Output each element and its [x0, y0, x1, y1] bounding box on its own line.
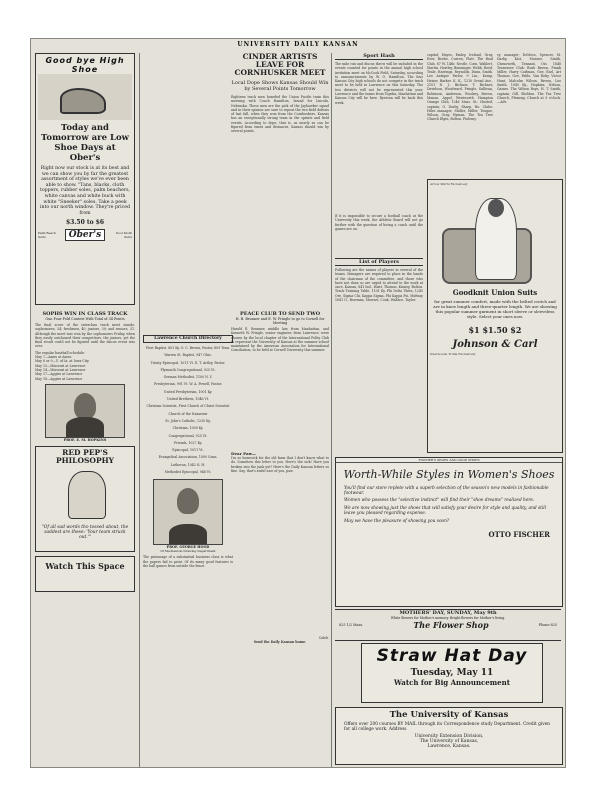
flower-footer: [335, 620, 561, 630]
hopkins-caption: PROF. E. M. HOPKINS: [63, 437, 107, 442]
straw-hat-sub: Watch for Big Announcement: [394, 678, 510, 687]
church-entry: Episcopal, 1011 Vt.: [172, 448, 204, 453]
university-address-1: University Extension Division,: [414, 734, 484, 739]
schedule-item: May 7—Ames at Ames.: [35, 355, 73, 360]
university-ad: [335, 707, 563, 765]
church-entry: First Baptist, 801 Ky. O. C. Brown, Pastor, 809 Tenn.: [145, 346, 231, 350]
goodknit-name: Goodknit Union Suits: [452, 288, 538, 298]
church-entry: Warren St. Baptist, 947 Ohio.: [164, 353, 212, 358]
church-entry: United Presbyterian, 1001 Ky.: [163, 389, 213, 394]
cinder-subhead: Local Dope Shows Kansas Should Win by Several Points Tomorrow: [231, 80, 329, 92]
ad-price: $3.50 to $6: [65, 219, 105, 227]
kool-kloth-logo: Kool Kloth Suits: [116, 231, 132, 240]
sophs-headline: SOPHS WIN IN CLASS TRACK: [42, 311, 128, 317]
fischer-top-label: FISCHER'S SHOES AND GOOD SHOES: [336, 458, 562, 463]
column-2: [143, 53, 233, 767]
cinder-body: Eighteen track men boarded the Union Pacific train this morning with Coach Hamilton, bound for Lincoln, Nebraska. These men are the pick of the Jayhawker squad and in their opinion are sure to repeat the two field defeats of last fall, when they won from the Cornhuskers. Kansas has an exceptionally strong team in the sprints and field events. According to dope, that is, as nearly as can be figured from times and distances, Kansas should win by several points.: [231, 95, 329, 134]
fischer-body-3: We are now showing just the shoes that will satisfy your desire for style and quality, and still leave you pleased regarding expense.: [344, 505, 547, 516]
straw-hat-title: Straw Hat Day: [376, 646, 528, 666]
portrait-face: [177, 488, 199, 514]
masthead: UNIVERSITY DAILY KANSAN: [237, 41, 359, 48]
ad-headline: Today and Tomorrow are Low Shoe Days at Ober's: [41, 123, 129, 163]
shoe-icon: [60, 88, 106, 114]
church-entry: Evangelical Association, 1000 Conn.: [158, 455, 218, 460]
fischer-ad: [335, 457, 563, 607]
red-pep-box: [35, 446, 135, 552]
church-body: The patronage of a substantial business class is what the papers fail to print. Of its many good features is the ball games from outside the fence.: [143, 555, 233, 568]
hood-photo: [153, 479, 223, 545]
university-address-2: The University of Kansas,: [419, 739, 479, 744]
union-suit-icon: [475, 198, 517, 280]
goodknit-illustration: [428, 188, 562, 288]
column-rule: [331, 53, 332, 767]
portrait-torso: [169, 524, 207, 544]
schedule-title: The regular baseball schedule:: [35, 350, 85, 355]
ad-body: Right now our stock is at its best and we can show you by far the greatest assortment of styles we've ever been able to show. "Tans, blacks, cloth toppers, rubber soles, palm beachers, white canvas and white buck with white "Sneeker" soles. Take a peek into our north window. They're priced from: [39, 166, 131, 216]
portrait-face: [74, 393, 96, 419]
cartoon-figure-icon: [68, 471, 106, 519]
university-body: Offers over 200 courses BY MAIL through its Correspondence study Department. Credit given for all college work. Address: [344, 722, 550, 732]
straw-hat-ad: [361, 643, 543, 703]
peace-subhead: H. B. Brunner and E. W. Fringle to go to Cornell for Meeting: [235, 317, 325, 325]
church-entry: Friends, 1027 Ky.: [173, 440, 203, 445]
fischer-body-2: Women who possess the "selective instinct" will find their "shoe dreams" realized here.: [344, 498, 535, 504]
letter-signoff: Caleb.: [318, 636, 329, 640]
letter-body: I'm so homesick for the old farm that I don't know what to do. Somehow this letter to you. Here's the sick! Have you broken into the junk yet? Here's the Daily Kansan letters so fine. Say, that's awful nice of you, paw.: [231, 456, 329, 473]
newspaper-page: [30, 38, 566, 768]
schedule-item: May 17—Aggies at Lawrence: [35, 372, 83, 377]
university-address-3: Lawrence, Kansas.: [427, 744, 471, 749]
cinder-column: [231, 53, 329, 767]
letter-footer: Send the Daily Kansan home.: [253, 640, 307, 645]
flower-phone: Phone 825: [538, 623, 557, 627]
goodknit-bottom-label: Interwoven Trunk Exclusively: [430, 352, 476, 357]
sophs-article: [35, 311, 135, 442]
letter-salutation: Dear Paw—: [231, 451, 257, 456]
church-entry: Presbyterian, 901 Vt. W. A. Powell, Pastor.: [153, 382, 223, 387]
good-bye-high-shoe-ad: [35, 53, 135, 305]
goodknit-top-label: Arrow Shirts Exclusively: [430, 182, 468, 186]
names-body: capital; Hayes, Emley, Ireland, Gray, Ever, Beebe, Curren, Platt. The Real Club, 87 W. 14th: Nestle, Corn, Wahlert, Martin. Hartley, Benninger, Webb, Reed, Teale, Harrings, Reynolds, Dunn, Smith. Lee Antique Parlor, 9 Lin., Kemp, Heiser, Barker. K. K., 1210 Oread Ave., 2101 N. J.: Bichner, T. Bichner, Davidson, Woodward, Pringle, Sullivan, Robinson, Anderson, Woolsey, Brown, Manon, Appel, Wentworth. Hampton Orange Club, 1246 Mass. St.: Husted, captain; O. Darby, Sharp, Ho. Clubs: Hiles manager, Shiller, Miller, Teague, Wilson, Gray, Hyman. The Tea Tree Church Elgin, Bolton, Ptolemy.: [427, 53, 493, 122]
hopkins-photo: [45, 384, 125, 438]
watch-this-space-box: Watch This Space: [35, 556, 135, 592]
shoe-illustration: [38, 74, 132, 120]
goodknit-prices: $1 $1.50 $2: [468, 325, 522, 336]
list-of-players-title: List of Players: [335, 258, 423, 266]
hood-subcaption: Of Mechanical Drawing Department: [160, 549, 216, 554]
team-body: vy, manager; DeMoss, Spencer, M. Darby, Kist, Monroe, Smith, Chenoweth, Tennant, Ozi. 1648 Tennessee Club: Rush Brown, Frank Miller, Harry Carlman, Gee, Earl, Art Thomas, Gee, Pablo, Van Roby, Victor Hunt, Malcolm Wilson, Brown, Leo Smith. 1040 Ky., Hopkins, Nelson, Gaines. The Wilson Boys, H. T. Smith, captain; Gill, Sheldon. The Tea Tree Church, Fleming, Church at 9 o'clock.—Adv.: [497, 53, 561, 105]
church-entry: Trinity Episcopal, 1011 Vt. E. T. Artley, Pastor.: [150, 360, 226, 365]
church-entry: Church of the Nazarene: [168, 411, 208, 416]
schedule-item: May 13—Missouri at Lawrence: [35, 363, 86, 368]
flower-sub: White flowers for Mother's memory. Bright flowers for Mother's living.: [390, 616, 506, 620]
column-rule: [139, 53, 140, 767]
ad-footer: [38, 229, 132, 241]
mothers-day-headline: MOTHERS' DAY, SUNDAY, May 9th: [399, 610, 497, 616]
church-directory: [143, 335, 233, 568]
peace-headline: PEACE CLUB TO SEND TWO: [239, 311, 321, 317]
straw-hat-date: Tuesday, May 11: [410, 668, 494, 678]
good-bye-script: Good bye High Shoe: [45, 56, 125, 74]
sophs-subhead: Gun Four Fold Contest With Total of 34 Points: [45, 317, 125, 321]
red-pep-cartoon: [38, 467, 132, 525]
column-1: [35, 53, 135, 767]
flower-address: 825 1/2 Mass.: [339, 623, 364, 627]
model-head-icon: [488, 199, 504, 217]
church-entry: Plymouth Congregational, 925 Vt.: [160, 367, 216, 372]
players-body: Following are the names of players in several of the teams. Managers are required to place in the hands of the chairman of the committee, and those who have not done so are urged to attend to the work at once. Kansas, 841 Ind., Hiatt, Thomas, Kinney, Bolton. Track Training Table, 1101 Ky. Phi Delta Theta, 1245 Ore. Sigma Chi, Kappa Sigma, Phi Kappa Psi, Midway 1641 O., Bowman, Stewart, Cook, Wallace, Taylor.: [335, 268, 423, 303]
goodknit-body: for great summer comfort, made with the belted crotch and are in knee length and three-quarter length. We are showing this popular summer garment in short sleeve or sleeveless style. Select your ones now.: [433, 299, 557, 320]
flower-shop-ad: [335, 609, 561, 641]
otto-fischer-name: OTTO FISCHER: [488, 530, 550, 540]
church-entry: Christian Scientist, First Church of Christ Scientist: [146, 404, 230, 409]
church-entry: Christian, 1000 Ky.: [172, 426, 204, 431]
obers-logo: Ober's: [65, 229, 105, 241]
fischer-body-4: May we have the pleasure of showing you soon?: [344, 519, 450, 525]
sport-hash-title: Sport Hash: [335, 53, 423, 60]
portrait-torso: [66, 417, 104, 437]
red-pep-title: RED PEP'S PHILOSOPHY: [55, 447, 115, 465]
peace-body: Harold E. Brunner, middle law, from Manhattan, and Kenneth W. Fringle, senior engineer, from Lawrence, were chosen by the local chapter of the International Polity Club to represent the University of Kansas at the summer school maintained by the American Association for International Conciliation, to be held at Cornell University this summer.: [231, 327, 329, 353]
church-entry: Methodist Episcopal, 946 Vt.: [164, 470, 212, 475]
palm-beach-logo: Palm Beach Suits: [38, 231, 56, 240]
johnson-carl-brand: Johnson & Carl: [452, 339, 538, 351]
schedule-item: May 18—Aggies at Lawrence: [35, 376, 83, 381]
schedule-item: May 14—Missouri at Lawrence: [35, 367, 86, 372]
church-entry: United Brethren, 1046 Vt.: [166, 397, 210, 402]
church-entry: St. John's Catholic, 1230 Ky.: [165, 418, 211, 423]
church-entry: Lutheran, 1042 N. H.: [170, 462, 206, 467]
goodknit-ad: [427, 179, 563, 453]
church-entry: Congregational, 925 Vt.: [168, 433, 208, 438]
church-entry: German Methodist, 1100 N. Y.: [163, 375, 213, 380]
sophs-body: The final score of the interclass track meet stands: sophomores, 34; freshmen, 40; juniors, 30; and seniors, 31. Although the meet was won by the sophomores Friday, when they easily outclassed their competitors, the juniors, yet the final result could not be figured until the discus event was over.: [35, 323, 135, 349]
sport-hash-body-2: If it is impossible to secure a football coach at the University this week, the Athletic Board will not go further with the question of hiring a coach until the games are on.: [335, 214, 423, 231]
fischer-headline: Worth-While Styles in Women's Shoes: [343, 468, 555, 481]
hood-caption: PROF. GEORGE HOOD: [166, 545, 210, 550]
sport-hash-body: The mile run and discus throw will be included in the events counted for points in the annual high school invitation meet on McCook Field, Saturday, according to announcements by W. O. Hamilton. The four Kansas City high schools do not compete in the track meet to be held in Lawrence on this Saturday. The two districts will not be represented this year. Lawrence and the teams from Topeka, Manhattan and Kansas City will be here. Ryerson will be back this week.: [335, 62, 423, 105]
fischer-body-1: You'll find our store replete with a superb selection of the season's new models in fashionable footwear.: [344, 486, 549, 497]
university-title: The University of Kansas: [389, 710, 509, 720]
cinder-headline: CINDER ARTISTS LEAVE FOR CORNHUSKER MEET: [234, 53, 326, 77]
red-pep-quote: "Of all sad words tho tossed about, the saddest are these: 'Your team struck out.'": [41, 524, 129, 540]
church-title: Lawrence Church Directory: [143, 335, 233, 343]
schedule-item: May 8 or 9—U. of Ia. at Iowa City: [35, 359, 89, 364]
flower-shop-name: The Flower Shop: [413, 620, 489, 630]
